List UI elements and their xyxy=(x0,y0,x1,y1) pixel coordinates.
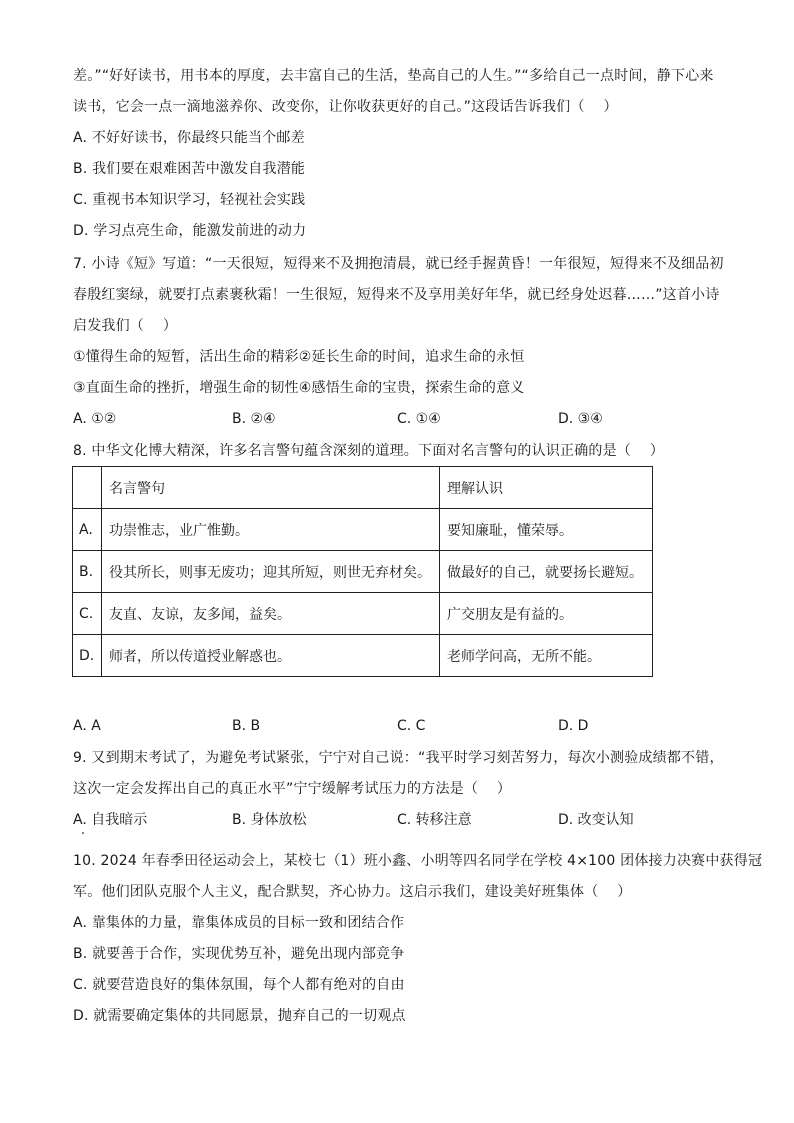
q9-option-c[interactable]: C. 转移注意 xyxy=(397,812,472,828)
q6-stem-line-1: 差。”“好好读书，用书本的厚度，去丰富自己的生活，垫高自己的人生。”“多给自己一点时间，静下心来 xyxy=(73,68,714,84)
q9-stem-line-2: 这次一定会发挥出自己的真正水平”宁宁缓解考试压力的方法是（ ） xyxy=(73,781,512,797)
q7-option-c[interactable]: C. ①④ xyxy=(397,411,441,427)
q7-statements-2: ③直面生命的挫折，增强生命的韧性④感悟生命的宝贵，探索生命的意义 xyxy=(73,380,525,396)
q7-option-a[interactable]: A. ①② xyxy=(73,411,117,427)
q9-stem-line-1: 9. 又到期末考试了，为避免考试紧张，宁宁对自己说：“我平时学习刻苦努力，每次小测验成绩都不错， xyxy=(73,750,724,766)
table-cell: 功崇惟志，业广惟勤。 xyxy=(102,509,440,551)
q7-stem-line-1: 7. 小诗《短》写道：“一天很短，短得来不及拥抱清晨，就已经手握黄昏！一年很短，短得来不及细品初 xyxy=(73,256,724,272)
table-cell: 友直、友谅，友多闻，益矣。 xyxy=(102,593,440,635)
q6-option-a[interactable]: A. 不好好读书，你最终只能当个邮差 xyxy=(73,130,305,146)
q6-option-d[interactable]: D. 学习点亮生命，能激发前进的动力 xyxy=(73,223,307,239)
table-cell: 老师学问高，无所不能。 xyxy=(440,635,653,677)
q9-option-b[interactable]: B. 身体放松 xyxy=(232,812,307,828)
table-cell: C. xyxy=(73,593,102,635)
table-row xyxy=(73,509,653,551)
q7-statements-1: ①懂得生命的短暂，活出生命的精彩②延长生命的时间，追求生命的永恒 xyxy=(73,349,525,365)
q10-option-d[interactable]: D. 就需要确定集体的共同愿景，抛弃自己的一切观点 xyxy=(73,1008,406,1024)
table-cell: 做最好的自己，就要扬长避短。 xyxy=(440,551,653,593)
table-header-cell: 理解认识 xyxy=(440,467,653,509)
table-cell: 师者，所以传道授业解惑也。 xyxy=(102,635,440,677)
table-cell: D. xyxy=(73,635,102,677)
table-header-row xyxy=(73,467,653,509)
table-cell: A. xyxy=(73,509,102,551)
q10-option-b[interactable]: B. 就要善于合作，实现优势互补，避免出现内部竞争 xyxy=(73,946,405,962)
q8-table xyxy=(72,466,653,677)
q7-stem-line-3: 启发我们（ ） xyxy=(73,318,178,334)
q9-option-d[interactable]: D. 改变认知 xyxy=(558,812,634,828)
table-row xyxy=(73,551,653,593)
q7-stem-line-2: 春殷红窦绿，就要打点素裹秋霜！一生很短，短得来不及享用美好年华，就已经身处迟暮……”这首小诗 xyxy=(73,287,720,303)
q6-stem-line-2: 读书，它会一点一滴地滋养你、改变你，让你收获更好的自己。”这段话告诉我们（ ） xyxy=(73,99,618,115)
table-cell: 广交朋友是有益的。 xyxy=(440,593,653,635)
q10-stem-line-2: 军。他们团队克服个人主义，配合默契，齐心协力。这启示我们，建设美好班集体（ ） xyxy=(73,884,632,900)
q10-stem-line-1: 10. 2024 年春季田径运动会上，某校七（1）班小鑫、小明等四名同学在学校 4×100 团体接力决赛中获得冠 xyxy=(73,853,763,869)
q8-option-d[interactable]: D. D xyxy=(558,718,589,734)
table-cell: B. xyxy=(73,551,102,593)
q8-option-a[interactable]: A. A xyxy=(73,718,101,734)
stray-dot-mark xyxy=(82,832,84,834)
q6-option-c[interactable]: C. 重视书本知识学习，轻视社会实践 xyxy=(73,192,306,208)
q8-option-b[interactable]: B. B xyxy=(232,718,261,734)
table-header-cell: 名言警句 xyxy=(102,467,440,509)
table-row xyxy=(73,593,653,635)
q10-option-a[interactable]: A. 靠集体的力量，靠集体成员的目标一致和团结合作 xyxy=(73,915,405,931)
q10-option-c[interactable]: C. 就要营造良好的集体氛围，每个人都有绝对的自由 xyxy=(73,977,405,993)
q7-option-d[interactable]: D. ③④ xyxy=(558,411,603,427)
table-cell: 要知廉耻，懂荣辱。 xyxy=(440,509,653,551)
table-cell: 役其所长，则事无废功；迎其所短，则世无弃材矣。 xyxy=(102,551,440,593)
q8-option-c[interactable]: C. C xyxy=(397,718,426,734)
table-header-cell xyxy=(73,467,102,509)
table-row xyxy=(73,635,653,677)
q9-option-a[interactable]: A. 自我暗示 xyxy=(73,812,148,828)
q6-option-b[interactable]: B. 我们要在艰难困苦中激发自我潜能 xyxy=(73,161,306,177)
q8-stem: 8. 中华文化博大精深，许多名言警句蕴含深刻的道理。下面对名言警句的认识正确的是（ ） xyxy=(73,443,665,459)
q7-option-b[interactable]: B. ②④ xyxy=(232,411,276,427)
